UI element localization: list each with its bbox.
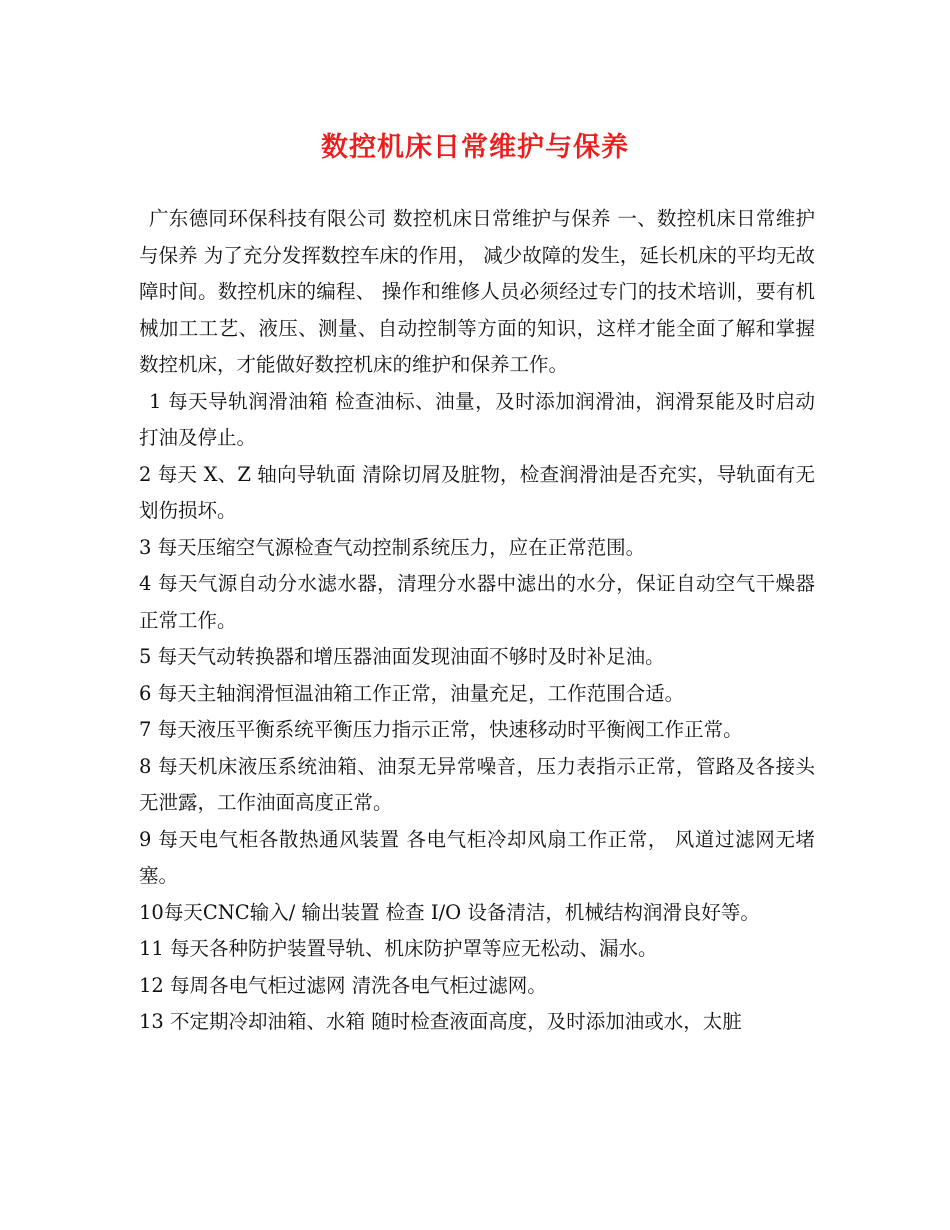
maintenance-item-9: 9 每天电气柜各散热通风装置 各电气柜冷却风扇工作正常， 风道过滤网无堵塞。 <box>139 827 815 887</box>
page-title: 数控机床日常维护与保养 <box>321 132 629 163</box>
intro-paragraph: 广东德同环保科技有限公司 数控机床日常维护与保养 一、数控机床日常维护与保养 为了充分发挥数控车床的作用， 减少故障的发生，延长机床的平均无故障时间。数控机床的编程、 操作和维修人员必须经过专门的技术培训，要有机械加工工艺、液压、测量、自动控制等方面的知识，这样才能全面了解和掌握数控机床，才能做好数控机床的维护和保养工作。 <box>139 207 815 376</box>
maintenance-item-13: 13 不定期冷却油箱、水箱 随时检查液面高度，及时添加油或水，太脏 <box>139 1010 742 1033</box>
maintenance-item-6: 6 每天主轴润滑恒温油箱工作正常，油量充足，工作范围合适。 <box>139 681 685 705</box>
maintenance-item-5: 5 每天气动转换器和增压器油面发现油面不够时及时补足油。 <box>139 645 665 668</box>
maintenance-item-10: 10每天CNC输入/ 输出装置 检查 I/O 设备清洁，机械结构润滑良好等。 <box>139 900 760 924</box>
maintenance-item-4: 4 每天气源自动分水滤水器，清理分水器中滤出的水分，保证自动空气干燥器正常工作。 <box>139 572 815 632</box>
maintenance-item-1: 1 每天导轨润滑油箱 检查油标、油量，及时添加润滑油，润滑泵能及时启动打油及停止。 <box>139 389 815 449</box>
document-body <box>139 201 815 1041</box>
maintenance-item-11: 11 每天各种防护装置导轨、机床防护罩等应无松动、漏水。 <box>139 937 658 960</box>
maintenance-item-3: 3 每天压缩空气源检查气动控制系统压力，应在正常范围。 <box>139 535 646 559</box>
maintenance-item-12: 12 每周各电气柜过滤网 清洗各电气柜过滤网。 <box>139 973 547 997</box>
maintenance-item-2: 2 每天 X、Z 轴向导轨面 清除切屑及脏物，检查润滑油是否充实，导轨面有无划伤损坏。 <box>139 462 815 522</box>
maintenance-item-8: 8 每天机床液压系统油箱、油泵无异常噪音，压力表指示正常，管路及各接头无泄露，工作油面高度正常。 <box>139 754 815 814</box>
maintenance-item-7: 7 每天液压平衡系统平衡压力指示正常，快速移动时平衡阀工作正常。 <box>139 718 743 741</box>
